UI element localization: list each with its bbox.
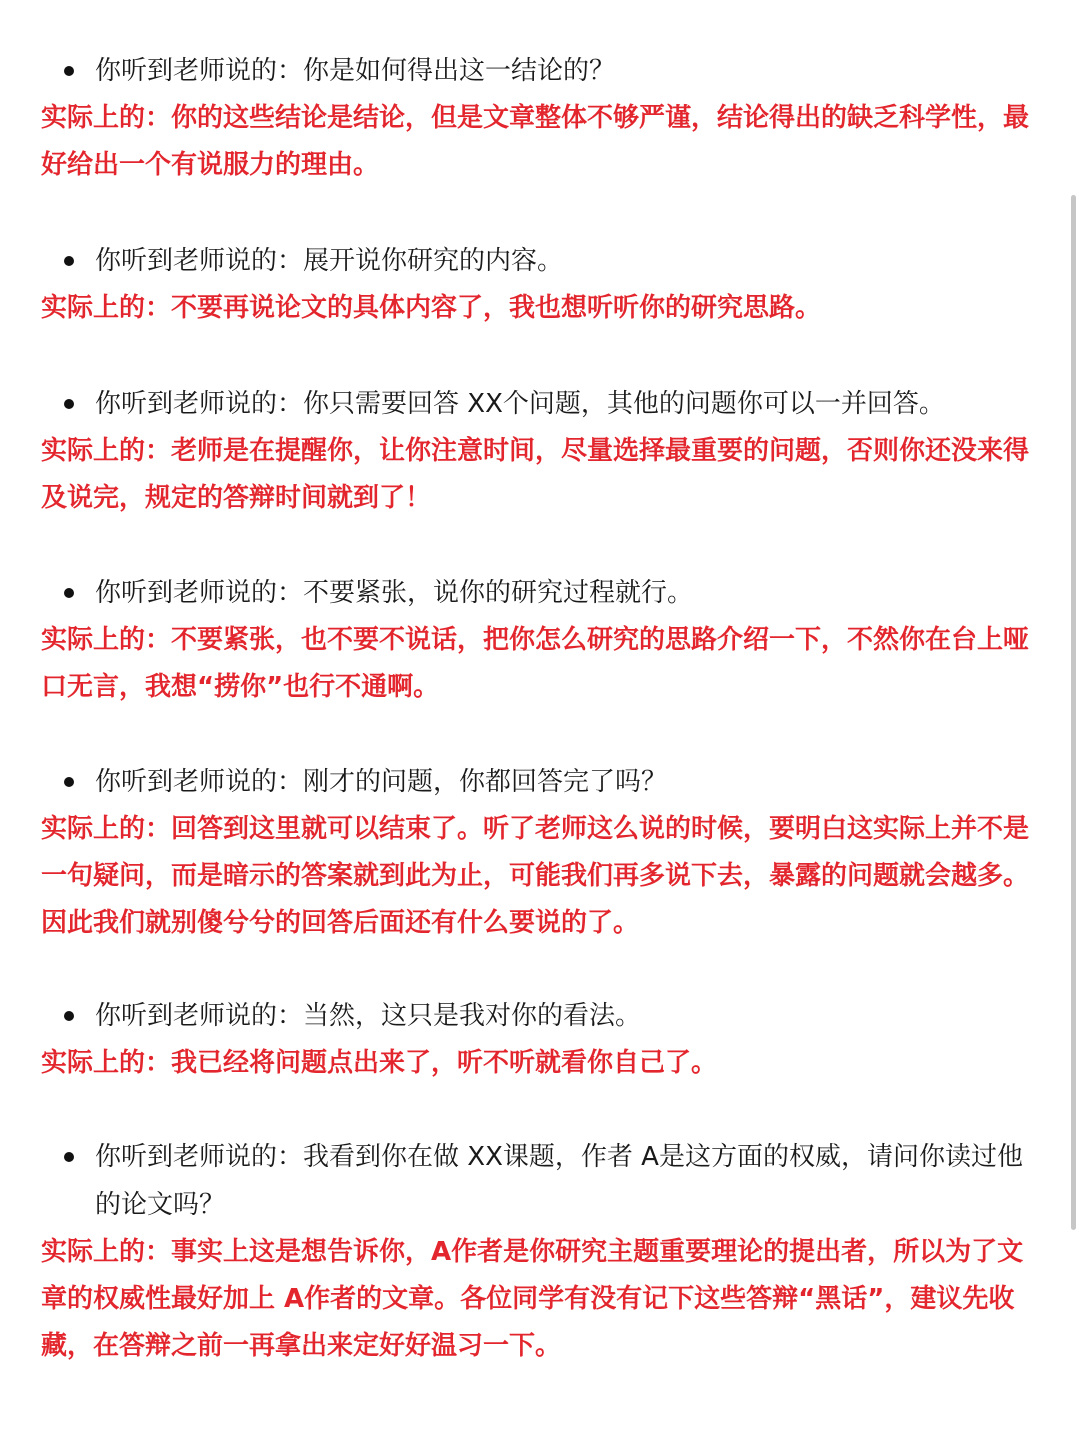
teacher-statement (95, 47, 1040, 95)
list-item (0, 47, 1079, 189)
bullet-icon (64, 1152, 74, 1162)
bullet-icon (64, 399, 74, 409)
actual-meaning: 实际上的：你的这些结论是结论，但是文章整体不够严谨，结论得出的缺乏科学性，最好给出一个有说服力的理由。 (41, 103, 1030, 180)
actual-meaning: 实际上的：我已经将问题点出来了，听不听就看你自己了。 (41, 1048, 718, 1078)
teacher-statement-text: 你听到老师说的：你是如何得出这一结论的？ (95, 56, 616, 86)
teacher-statement-text: 你听到老师说的：我看到你在做 XX课题，作者 A是这方面的权威，请问你读过他的论文吗？ (95, 1142, 1023, 1220)
teacher-statement-text: 你听到老师说的：不要紧张，说你的研究过程就行。 (95, 578, 694, 608)
teacher-statement-text: 你听到老师说的：你只需要回答 XX个问题，其他的问题你可以一并回答。 (95, 389, 945, 419)
teacher-statement-text: 你听到老师说的：当然，这只是我对你的看法。 (95, 1001, 642, 1031)
list-item (0, 1133, 1079, 1370)
actual-meaning: 实际上的：事实上这是想告诉你，A作者是你研究主题重要理论的提出者，所以为了文章的权威性最好加上 A作者的文章。各位同学有没有记下这些答辩“黑话”，建议先收藏，在答辩之前一再拿出来定好好温习一下。 (41, 1237, 1024, 1361)
list-item (0, 237, 1079, 332)
list-item (0, 569, 1079, 711)
teacher-statement-text: 你听到老师说的：展开说你研究的内容。 (95, 246, 564, 276)
list-item (0, 992, 1079, 1087)
bullet-icon (64, 777, 74, 787)
list-item (0, 758, 1079, 947)
teacher-statement (95, 237, 1040, 285)
teacher-statement (95, 992, 1040, 1040)
list-item (0, 380, 1079, 522)
vertical-scrollbar[interactable] (1071, 195, 1076, 1230)
bullet-icon (64, 256, 74, 266)
actual-meaning: 实际上的：不要紧张，也不要不说话，把你怎么研究的思路介绍一下，不然你在台上哑口无言，我想“捞你”也行不通啊。 (41, 625, 1030, 702)
teacher-statement (95, 758, 1040, 806)
bullet-icon (64, 588, 74, 598)
bullet-icon (64, 66, 74, 76)
teacher-statement-text: 你听到老师说的：刚才的问题，你都回答完了吗？ (95, 767, 668, 797)
teacher-statement (95, 569, 1040, 617)
actual-meaning: 实际上的：不要再说论文的具体内容了，我也想听听你的研究思路。 (41, 293, 822, 323)
bullet-icon (64, 1011, 74, 1021)
actual-meaning: 实际上的：老师是在提醒你，让你注意时间，尽量选择最重要的问题，否则你还没来得及说完，规定的答辩时间就到了！ (41, 436, 1030, 513)
actual-meaning: 实际上的：回答到这里就可以结束了。听了老师这么说的时候，要明白这实际上并不是一句疑问，而是暗示的答案就到此为止，可能我们再多说下去，暴露的问题就会越多。因此我们就别傻兮兮的回答后面还有什么要说的了。 (41, 814, 1030, 938)
teacher-statement (95, 380, 1040, 428)
teacher-statement (95, 1133, 1040, 1229)
